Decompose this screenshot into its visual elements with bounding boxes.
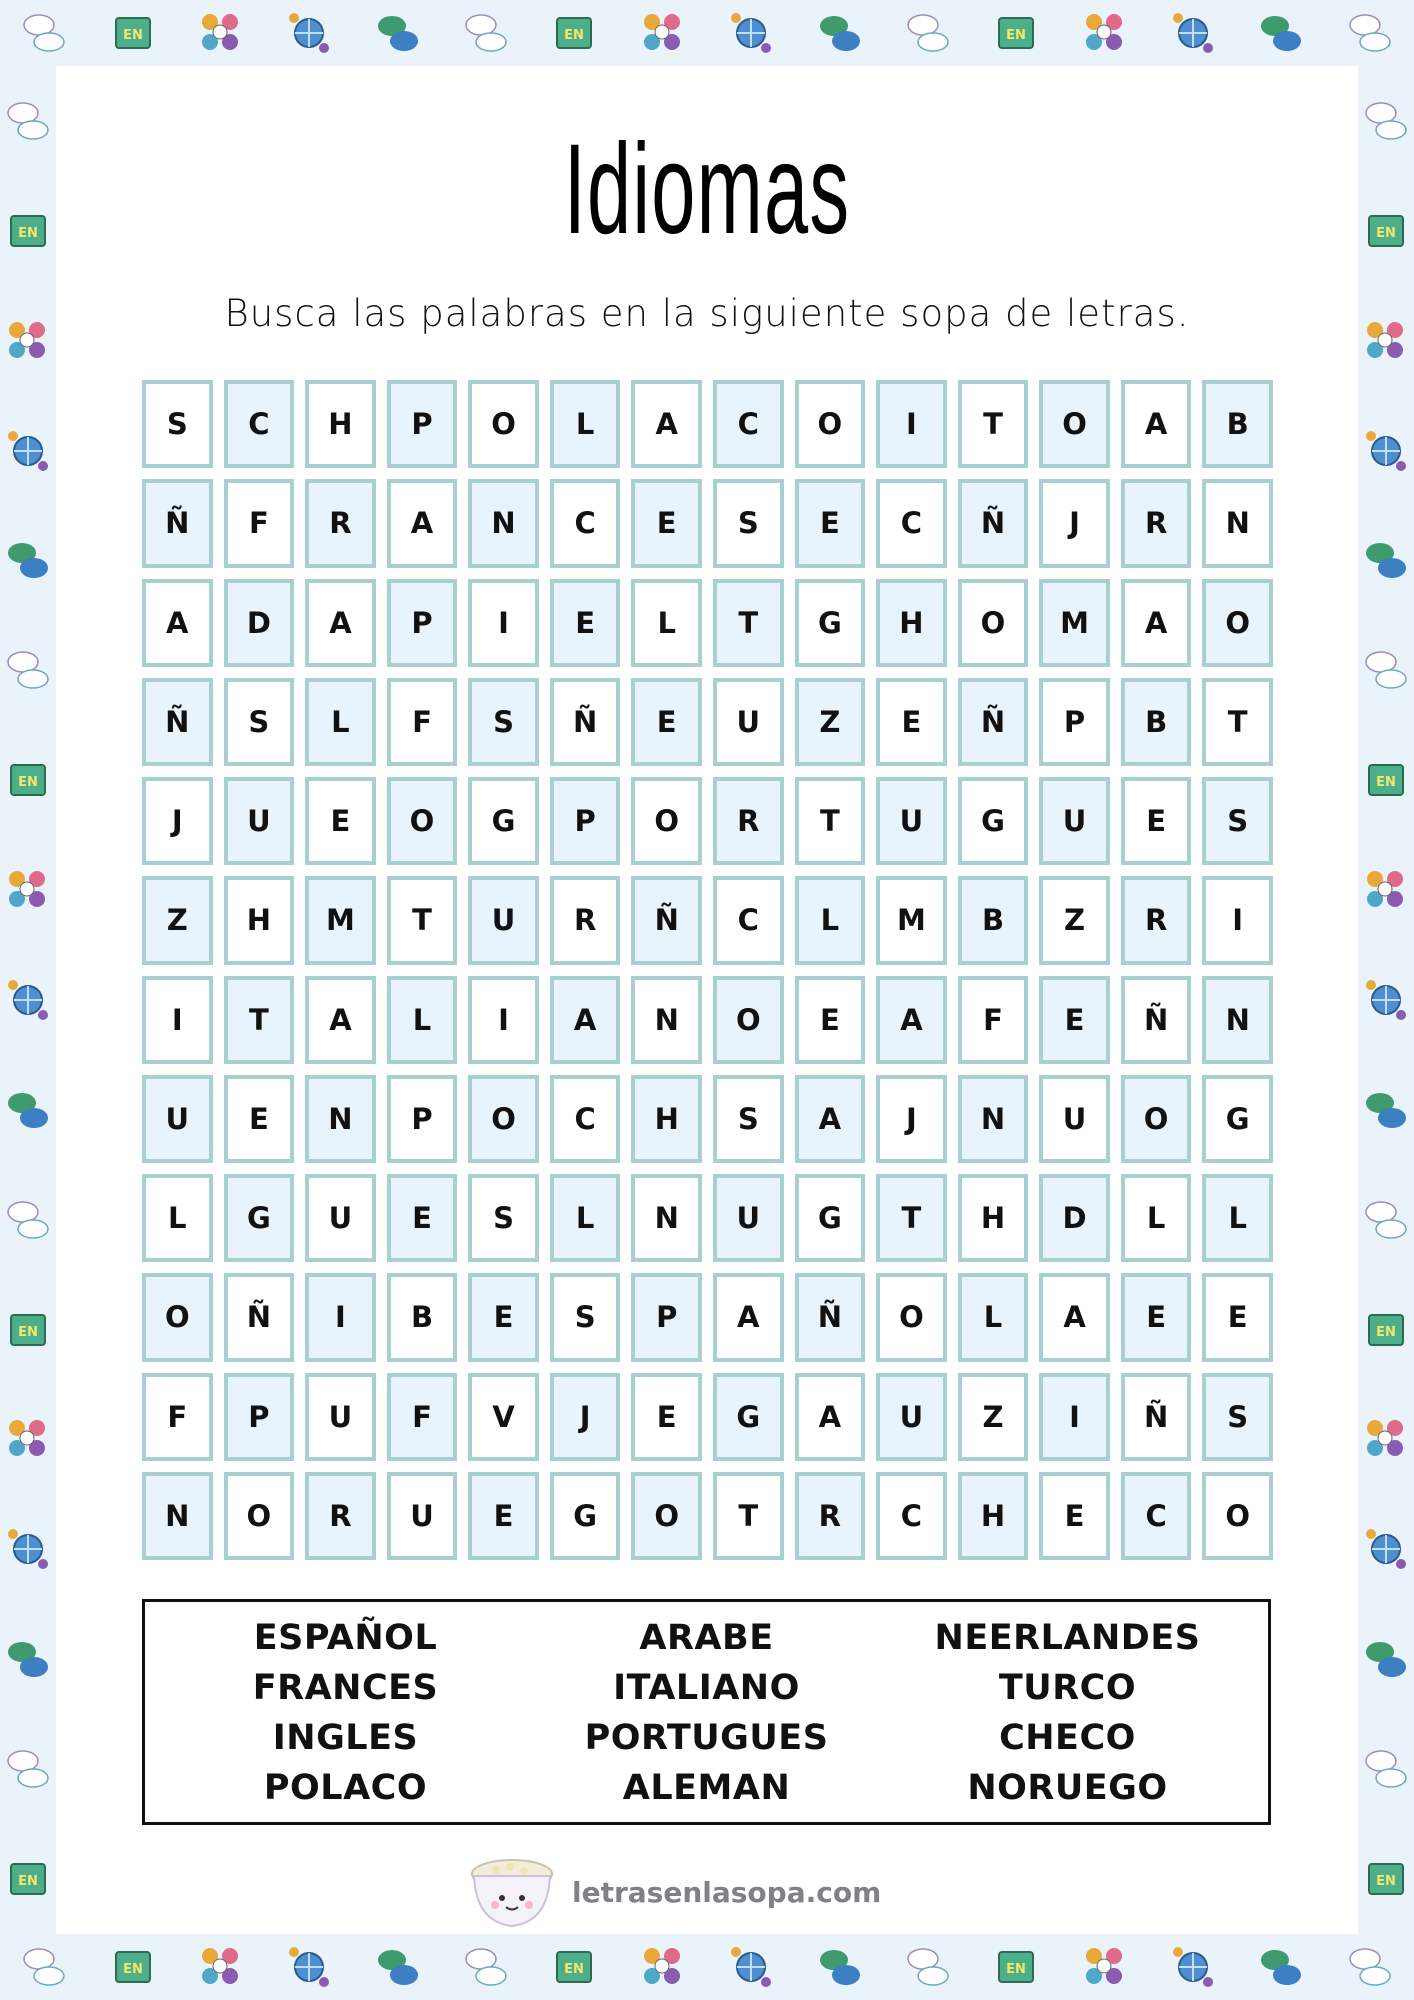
language-badges-icon: [5, 318, 51, 364]
svg-text:EN: EN: [564, 28, 585, 43]
globe-icon: [1363, 977, 1409, 1023]
en-book-icon: [1363, 1856, 1409, 1902]
grid-cell[interactable]: A: [305, 579, 376, 667]
grid-cell[interactable]: H: [631, 1075, 702, 1163]
word-item: ALEMAN: [622, 1768, 791, 1809]
speech-bubble-icon: [5, 1087, 51, 1133]
grid-cell[interactable]: S: [550, 1273, 621, 1361]
grid-cell[interactable]: A: [795, 1373, 866, 1461]
grid-cell[interactable]: S: [713, 1075, 784, 1163]
grid-cell[interactable]: A: [550, 976, 621, 1064]
grid-cell[interactable]: G: [795, 579, 866, 667]
grid-cell[interactable]: A: [305, 976, 376, 1064]
grid-cell[interactable]: G: [713, 1373, 784, 1461]
grid-cell[interactable]: Ñ: [958, 678, 1029, 766]
grid-cell[interactable]: R: [1121, 479, 1192, 567]
word-column: [887, 1616, 1248, 1812]
grid-cell[interactable]: I: [1202, 876, 1273, 964]
svg-text:EN: EN: [564, 1962, 585, 1977]
grid-cell[interactable]: N: [958, 1075, 1029, 1163]
globe-icon: [286, 1944, 332, 1990]
svg-text:EN: EN: [18, 775, 38, 791]
grid-cell[interactable]: C: [713, 380, 784, 468]
grid-cell[interactable]: J: [550, 1373, 621, 1461]
grid-cell[interactable]: C: [550, 479, 621, 567]
grid-cell[interactable]: N: [142, 1472, 213, 1560]
grid-cell[interactable]: L: [550, 1174, 621, 1262]
grid-cell[interactable]: S: [468, 678, 539, 766]
border-bottom: [0, 1934, 1414, 2000]
hello-bonjour-icon: [21, 1944, 67, 1990]
grid-cell[interactable]: M: [1039, 579, 1110, 667]
grid-cell[interactable]: S: [142, 380, 213, 468]
grid-cell[interactable]: S: [1202, 1373, 1273, 1461]
grid-cell[interactable]: C: [550, 1075, 621, 1163]
grid-cell[interactable]: U: [142, 1075, 213, 1163]
grid-cell[interactable]: I: [468, 976, 539, 1064]
grid-cell[interactable]: O: [876, 1273, 947, 1361]
grid-cell[interactable]: A: [631, 380, 702, 468]
grid-cell[interactable]: P: [387, 380, 458, 468]
speech-bubble-icon: [817, 1944, 863, 1990]
grid-cell[interactable]: G: [958, 777, 1029, 865]
en-book-icon: [551, 10, 597, 56]
worksheet-page: [56, 66, 1358, 1934]
word-item: NORUEGO: [967, 1768, 1168, 1809]
hello-bonjour-icon: [905, 10, 951, 56]
grid-cell[interactable]: O: [713, 976, 784, 1064]
grid-cell[interactable]: T: [224, 976, 295, 1064]
speech-bubble-icon: [1258, 1944, 1304, 1990]
en-book-icon: [1363, 757, 1409, 803]
grid-cell[interactable]: I: [468, 579, 539, 667]
svg-text:EN: EN: [18, 1324, 38, 1340]
grid-cell[interactable]: T: [1202, 678, 1273, 766]
grid-cell[interactable]: T: [713, 579, 784, 667]
grid-cell[interactable]: Ñ: [1121, 976, 1192, 1064]
language-badges-icon: [640, 1944, 686, 1990]
hello-bonjour-icon: [5, 1746, 51, 1792]
grid-cell[interactable]: A: [1121, 579, 1192, 667]
hello-bonjour-icon: [1363, 647, 1409, 693]
grid-cell[interactable]: Ñ: [142, 479, 213, 567]
speech-bubble-icon: [1363, 537, 1409, 583]
grid-cell[interactable]: U: [387, 1472, 458, 1560]
grid-cell[interactable]: E: [795, 479, 866, 567]
grid-cell[interactable]: H: [958, 1174, 1029, 1262]
speech-bubble-icon: [1258, 10, 1304, 56]
grid-cell[interactable]: Ñ: [958, 479, 1029, 567]
language-badges-icon: [198, 1944, 244, 1990]
grid-cell[interactable]: U: [876, 1373, 947, 1461]
svg-text:EN: EN: [1006, 28, 1027, 43]
grid-cell[interactable]: P: [631, 1273, 702, 1361]
hello-bonjour-icon: [463, 1944, 509, 1990]
speech-bubble-icon: [375, 1944, 421, 1990]
word-item: NEERLANDES: [934, 1618, 1201, 1658]
grid-cell[interactable]: F: [224, 479, 295, 567]
speech-bubble-icon: [817, 10, 863, 56]
language-badges-icon: [1082, 1944, 1128, 1990]
speech-bubble-icon: [375, 10, 421, 56]
grid-cell[interactable]: P: [224, 1373, 295, 1461]
grid-cell[interactable]: E: [387, 1174, 458, 1262]
grid-cell[interactable]: P: [387, 579, 458, 667]
hello-bonjour-icon: [905, 1944, 951, 1990]
en-book-icon: [5, 1307, 51, 1353]
en-book-icon: [5, 208, 51, 254]
grid-cell[interactable]: E: [876, 678, 947, 766]
grid-cell[interactable]: I: [305, 1273, 376, 1361]
svg-text:EN: EN: [18, 225, 38, 241]
grid-cell[interactable]: O: [468, 380, 539, 468]
grid-cell[interactable]: F: [958, 976, 1029, 1064]
grid-cell[interactable]: S: [713, 479, 784, 567]
page-title: Idiomas: [563, 118, 851, 261]
grid-cell[interactable]: P: [550, 777, 621, 865]
hello-bonjour-icon: [463, 10, 509, 56]
grid-cell[interactable]: C: [876, 1472, 947, 1560]
svg-text:EN: EN: [1376, 775, 1396, 791]
grid-cell[interactable]: I: [876, 380, 947, 468]
grid-cell[interactable]: A: [795, 1075, 866, 1163]
grid-cell[interactable]: O: [631, 777, 702, 865]
grid-cell[interactable]: H: [224, 876, 295, 964]
en-book-icon: [110, 1944, 156, 1990]
grid-cell[interactable]: R: [305, 479, 376, 567]
grid-cell[interactable]: M: [876, 876, 947, 964]
svg-text:EN: EN: [1376, 1873, 1396, 1889]
footer: [466, 1852, 881, 1932]
hello-bonjour-icon: [5, 647, 51, 693]
hello-bonjour-icon: [21, 10, 67, 56]
grid-cell[interactable]: A: [876, 976, 947, 1064]
grid-cell[interactable]: J: [876, 1075, 947, 1163]
globe-icon: [1170, 10, 1216, 56]
grid-cell[interactable]: O: [958, 579, 1029, 667]
word-item: FRANCES: [252, 1668, 439, 1709]
grid-cell[interactable]: L: [550, 380, 621, 468]
grid-cell[interactable]: T: [387, 876, 458, 964]
hello-bonjour-icon: [1363, 98, 1409, 144]
en-book-icon: [5, 757, 51, 803]
grid-cell[interactable]: U: [713, 1174, 784, 1262]
globe-icon: [728, 1944, 774, 1990]
grid-cell[interactable]: O: [387, 777, 458, 865]
grid-cell[interactable]: H: [305, 380, 376, 468]
word-item: POLACO: [263, 1768, 428, 1809]
globe-icon: [5, 428, 51, 474]
grid-cell[interactable]: V: [468, 1373, 539, 1461]
grid-cell[interactable]: L: [631, 579, 702, 667]
grid-cell[interactable]: F: [387, 1373, 458, 1461]
grid-cell[interactable]: L: [958, 1273, 1029, 1361]
svg-text:EN: EN: [1006, 1962, 1027, 1977]
grid-cell[interactable]: U: [1039, 777, 1110, 865]
grid-cell[interactable]: D: [224, 579, 295, 667]
word-item: INGLES: [272, 1718, 419, 1759]
grid-cell[interactable]: A: [387, 479, 458, 567]
svg-text:EN: EN: [122, 1962, 143, 1977]
grid-cell[interactable]: L: [305, 678, 376, 766]
hello-bonjour-icon: [5, 98, 51, 144]
grid-cell[interactable]: N: [631, 976, 702, 1064]
en-book-icon: [993, 10, 1039, 56]
grid-cell[interactable]: I: [142, 976, 213, 1064]
word-list: [142, 1599, 1271, 1825]
word-column: [165, 1616, 526, 1812]
grid-cell[interactable]: C: [1121, 1472, 1192, 1560]
grid-cell[interactable]: B: [1121, 678, 1192, 766]
grid-cell[interactable]: E: [468, 1273, 539, 1361]
word-item: TURCO: [998, 1668, 1137, 1709]
grid-cell[interactable]: T: [958, 380, 1029, 468]
grid-cell[interactable]: S: [468, 1174, 539, 1262]
grid-cell[interactable]: P: [387, 1075, 458, 1163]
hello-bonjour-icon: [1347, 10, 1393, 56]
grid-cell[interactable]: E: [1039, 1472, 1110, 1560]
svg-text:EN: EN: [1376, 225, 1396, 241]
language-badges-icon: [1363, 1416, 1409, 1462]
language-badges-icon: [1363, 318, 1409, 364]
word-item: ITALIANO: [613, 1668, 800, 1709]
globe-icon: [5, 977, 51, 1023]
grid-cell[interactable]: C: [224, 380, 295, 468]
grid-cell[interactable]: G: [224, 1174, 295, 1262]
globe-icon: [286, 10, 332, 56]
grid-cell[interactable]: J: [1039, 479, 1110, 567]
grid-cell[interactable]: B: [958, 876, 1029, 964]
grid-cell[interactable]: E: [1039, 976, 1110, 1064]
speech-bubble-icon: [5, 537, 51, 583]
grid-cell[interactable]: S: [1202, 777, 1273, 865]
speech-bubble-icon: [1363, 1636, 1409, 1682]
globe-icon: [1170, 1944, 1216, 1990]
hello-bonjour-icon: [1347, 1944, 1393, 1990]
word-column: [526, 1616, 887, 1812]
grid-cell[interactable]: C: [876, 479, 947, 567]
grid-cell[interactable]: O: [1202, 1472, 1273, 1560]
hello-bonjour-icon: [1363, 1197, 1409, 1243]
language-badges-icon: [5, 1416, 51, 1462]
grid-cell[interactable]: Ñ: [631, 876, 702, 964]
language-badges-icon: [1363, 867, 1409, 913]
grid-cell[interactable]: E: [795, 976, 866, 1064]
grid-cell[interactable]: I: [1039, 1373, 1110, 1461]
grid-cell[interactable]: A: [1121, 380, 1192, 468]
hello-bonjour-icon: [5, 1197, 51, 1243]
grid-cell[interactable]: N: [1202, 479, 1273, 567]
svg-text:EN: EN: [1376, 1324, 1396, 1340]
grid-cell[interactable]: O: [795, 380, 866, 468]
grid-cell[interactable]: R: [795, 1472, 866, 1560]
grid-cell[interactable]: E: [468, 1472, 539, 1560]
globe-icon: [5, 1526, 51, 1572]
grid-cell[interactable]: O: [142, 1273, 213, 1361]
language-badges-icon: [640, 10, 686, 56]
grid-cell[interactable]: J: [142, 777, 213, 865]
grid-cell[interactable]: N: [305, 1075, 376, 1163]
grid-cell[interactable]: U: [305, 1174, 376, 1262]
grid-cell[interactable]: N: [1202, 976, 1273, 1064]
grid-cell[interactable]: E: [305, 777, 376, 865]
grid-cell[interactable]: N: [631, 1174, 702, 1262]
grid-cell[interactable]: Z: [795, 678, 866, 766]
grid-cell[interactable]: E: [631, 479, 702, 567]
grid-cell[interactable]: Ñ: [224, 1273, 295, 1361]
word-item: PORTUGUES: [584, 1718, 829, 1759]
grid-cell[interactable]: A: [713, 1273, 784, 1361]
grid-cell[interactable]: H: [958, 1472, 1029, 1560]
word-item: ARABE: [639, 1618, 774, 1658]
grid-cell[interactable]: D: [1039, 1174, 1110, 1262]
grid-cell[interactable]: O: [631, 1472, 702, 1560]
bowl-mascot-icon: [466, 1852, 558, 1932]
grid-cell[interactable]: Z: [958, 1373, 1029, 1461]
grid-cell[interactable]: S: [224, 678, 295, 766]
hello-bonjour-icon: [1363, 1746, 1409, 1792]
grid-cell[interactable]: F: [387, 678, 458, 766]
speech-bubble-icon: [5, 1636, 51, 1682]
grid-cell[interactable]: U: [305, 1373, 376, 1461]
grid-cell[interactable]: M: [305, 876, 376, 964]
grid-cell[interactable]: Ñ: [550, 678, 621, 766]
svg-text:EN: EN: [122, 28, 143, 43]
word-item: ESPAÑOL: [253, 1618, 438, 1658]
site-name: letrasenlasopa.com: [572, 1875, 882, 1909]
globe-icon: [728, 10, 774, 56]
grid-cell[interactable]: G: [1202, 1075, 1273, 1163]
grid-cell[interactable]: O: [1202, 579, 1273, 667]
grid-cell[interactable]: U: [1039, 1075, 1110, 1163]
grid-cell[interactable]: R: [1121, 876, 1192, 964]
border-left: [0, 66, 56, 1934]
grid-cell[interactable]: H: [876, 579, 947, 667]
grid-cell[interactable]: A: [1039, 1273, 1110, 1361]
en-book-icon: [993, 1944, 1039, 1990]
grid-cell[interactable]: L: [795, 876, 866, 964]
grid-cell[interactable]: L: [142, 1174, 213, 1262]
grid-cell[interactable]: C: [713, 876, 784, 964]
grid-cell[interactable]: O: [1121, 1075, 1192, 1163]
grid-cell[interactable]: O: [224, 1472, 295, 1560]
grid-cell[interactable]: Ñ: [795, 1273, 866, 1361]
grid-cell[interactable]: E: [1202, 1273, 1273, 1361]
grid-cell[interactable]: N: [468, 479, 539, 567]
instructions: Busca las palabras en la siguiente sopa de letras.: [224, 292, 1190, 335]
grid-cell[interactable]: Ñ: [1121, 1373, 1192, 1461]
en-book-icon: [110, 10, 156, 56]
grid-cell[interactable]: Z: [142, 876, 213, 964]
grid-cell[interactable]: L: [387, 976, 458, 1064]
globe-icon: [1363, 1526, 1409, 1572]
grid-cell[interactable]: O: [1039, 380, 1110, 468]
word-item: CHECO: [999, 1718, 1136, 1759]
language-badges-icon: [5, 867, 51, 913]
grid-cell[interactable]: U: [713, 678, 784, 766]
grid-cell[interactable]: L: [1121, 1174, 1192, 1262]
speech-bubble-icon: [1363, 1087, 1409, 1133]
en-book-icon: [1363, 208, 1409, 254]
border-top: [0, 0, 1414, 66]
grid-cell[interactable]: E: [631, 1373, 702, 1461]
grid-cell[interactable]: O: [468, 1075, 539, 1163]
grid-cell[interactable]: R: [305, 1472, 376, 1560]
grid-cell[interactable]: E: [1121, 1273, 1192, 1361]
svg-text:EN: EN: [18, 1873, 38, 1889]
grid-cell[interactable]: E: [224, 1075, 295, 1163]
grid-cell[interactable]: L: [1202, 1174, 1273, 1262]
grid-cell[interactable]: B: [1202, 380, 1273, 468]
grid-cell[interactable]: T: [876, 1174, 947, 1262]
border-right: [1358, 66, 1414, 1934]
grid-cell[interactable]: G: [550, 1472, 621, 1560]
globe-icon: [1363, 428, 1409, 474]
grid-cell[interactable]: U: [468, 876, 539, 964]
grid-cell[interactable]: T: [713, 1472, 784, 1560]
grid-cell[interactable]: B: [387, 1273, 458, 1361]
en-book-icon: [1363, 1307, 1409, 1353]
grid-cell[interactable]: T: [795, 777, 866, 865]
grid-cell[interactable]: F: [142, 1373, 213, 1461]
language-badges-icon: [198, 10, 244, 56]
grid-cell[interactable]: U: [876, 777, 947, 865]
en-book-icon: [5, 1856, 51, 1902]
grid-cell[interactable]: R: [550, 876, 621, 964]
grid-cell[interactable]: A: [142, 579, 213, 667]
grid-cell[interactable]: E: [631, 678, 702, 766]
grid-cell[interactable]: Z: [1039, 876, 1110, 964]
grid-cell[interactable]: Ñ: [142, 678, 213, 766]
grid-cell[interactable]: U: [224, 777, 295, 865]
grid-cell[interactable]: P: [1039, 678, 1110, 766]
grid-cell[interactable]: G: [468, 777, 539, 865]
grid-cell[interactable]: E: [1121, 777, 1192, 865]
language-badges-icon: [1082, 10, 1128, 56]
grid-cell[interactable]: E: [550, 579, 621, 667]
en-book-icon: [551, 1944, 597, 1990]
letter-grid: [142, 380, 1273, 1560]
grid-cell[interactable]: R: [713, 777, 784, 865]
grid-cell[interactable]: G: [795, 1174, 866, 1262]
